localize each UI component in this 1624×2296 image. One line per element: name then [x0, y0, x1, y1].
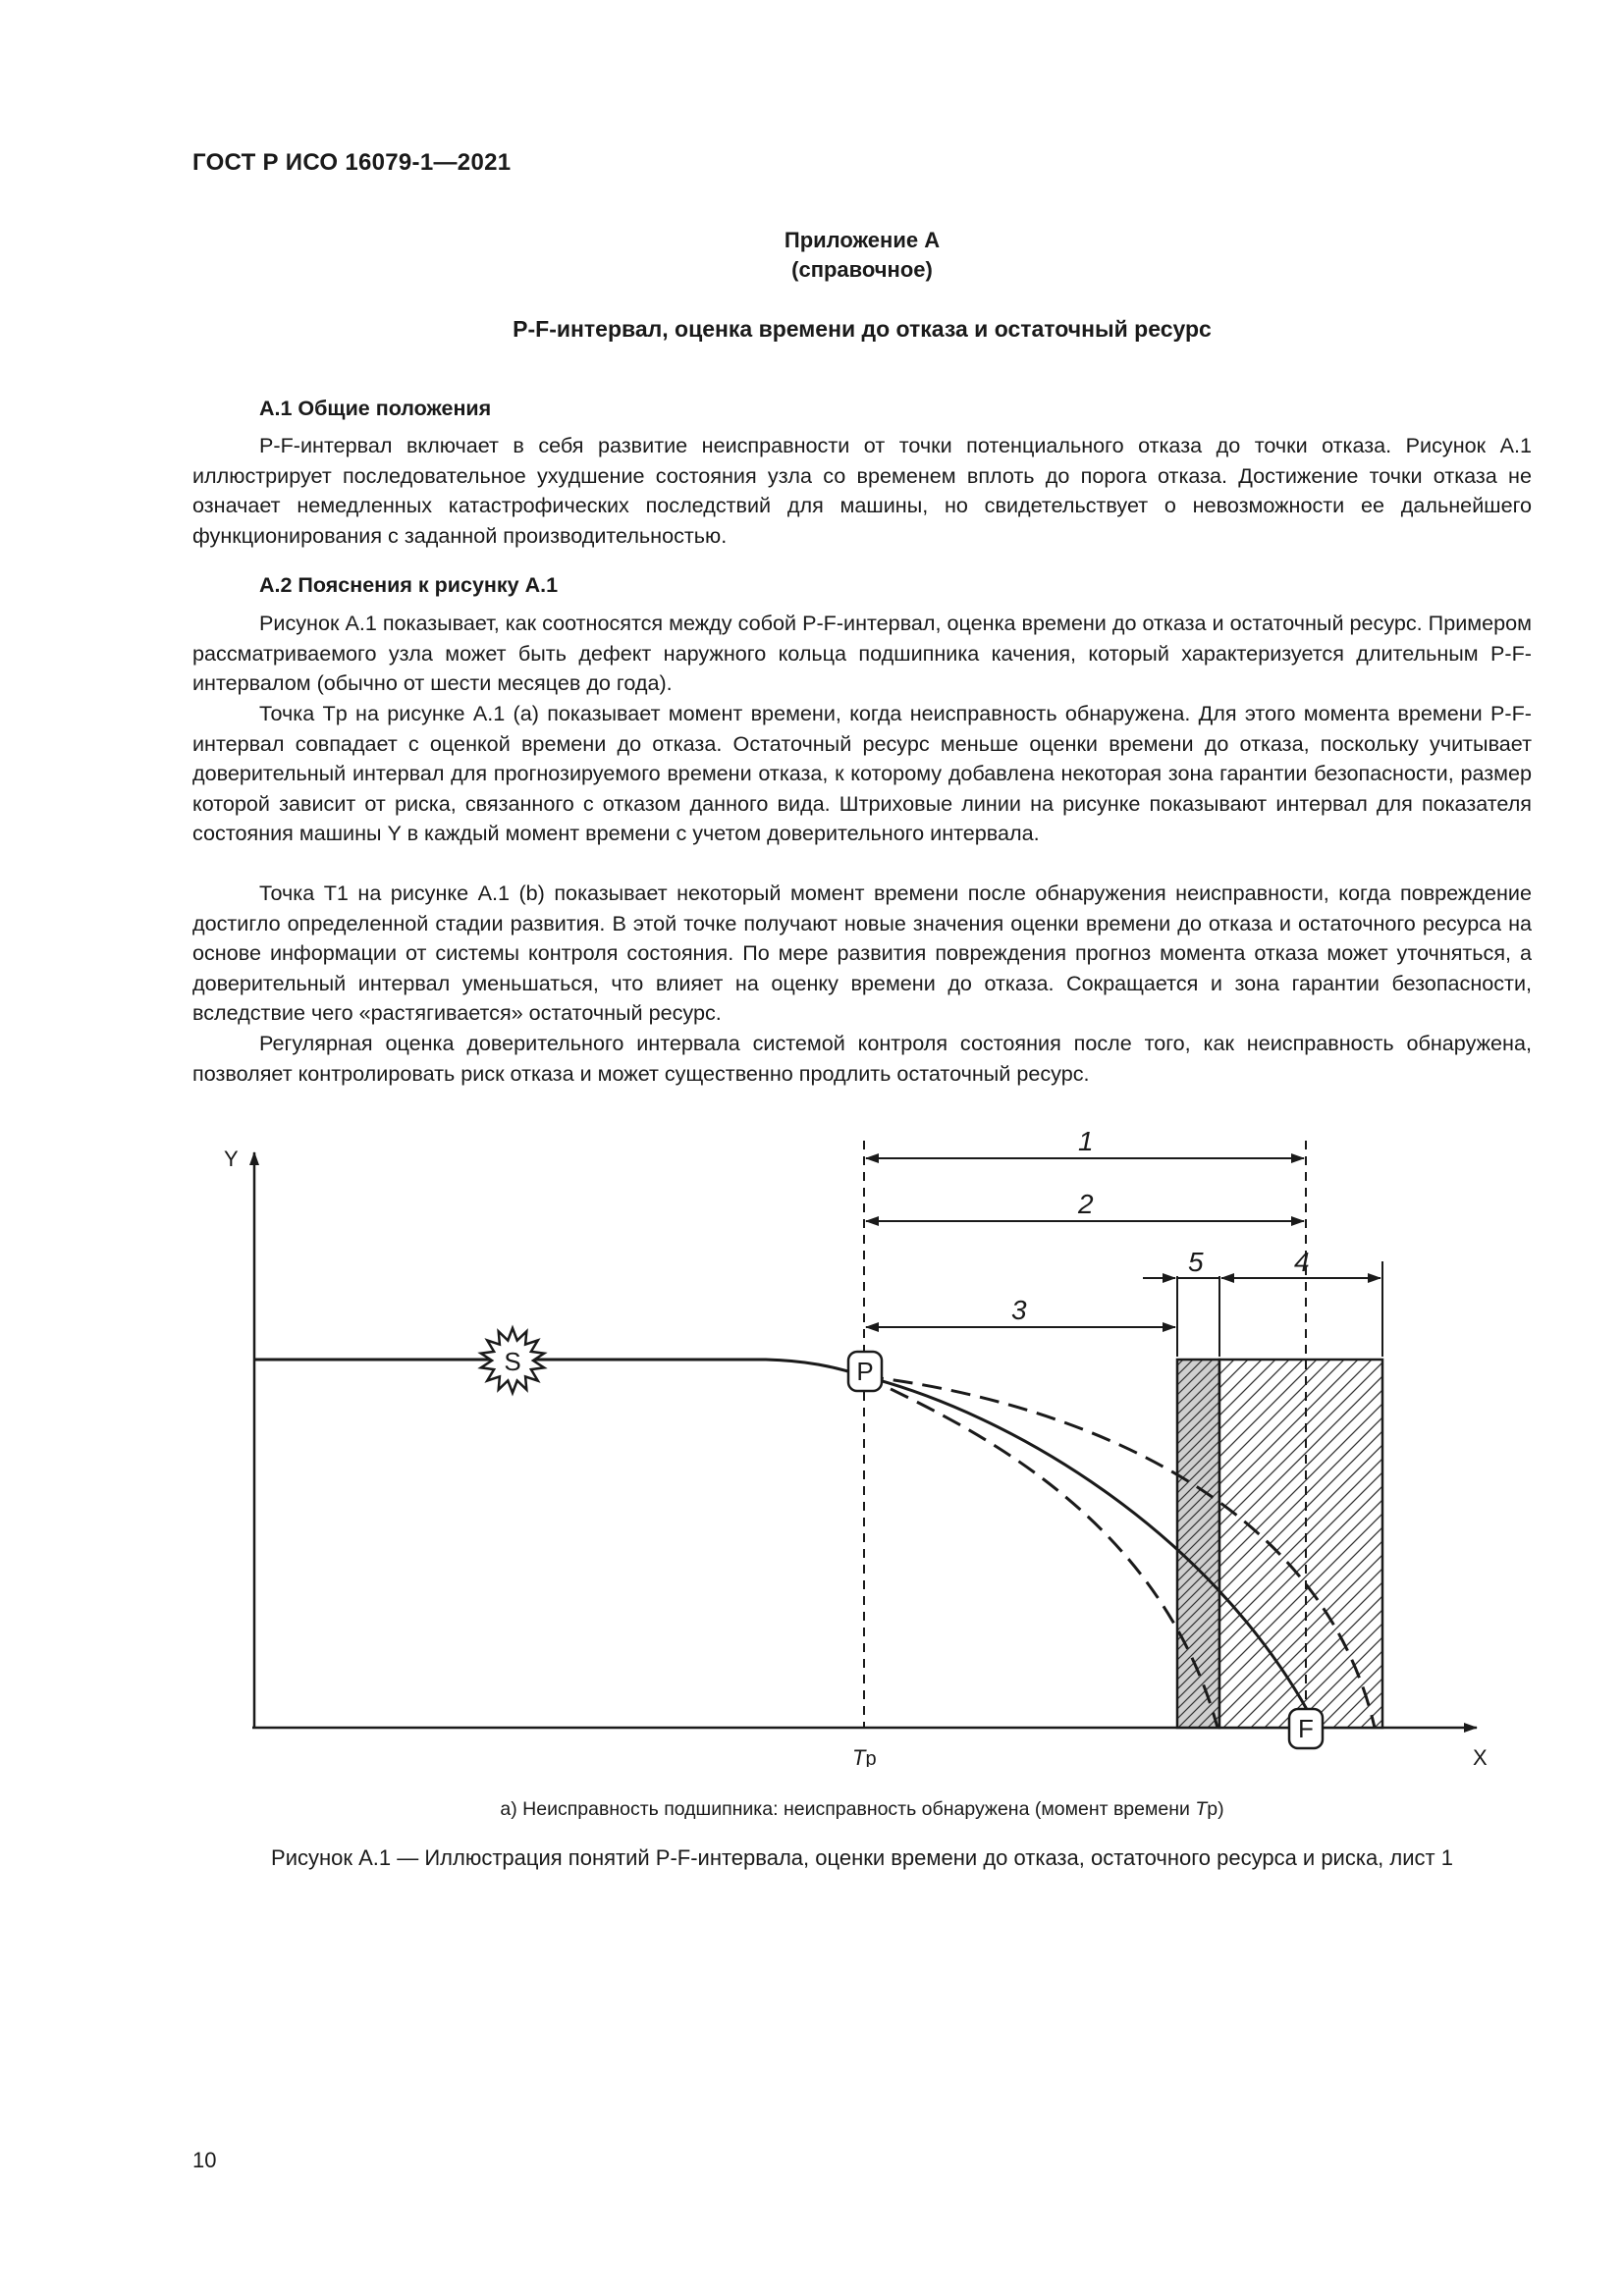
failure-point-f [1289, 1709, 1323, 1748]
annex-title: Приложение А [784, 228, 941, 252]
paragraph: Точка Tp на рисунке А.1 (а) показывает момент времени, когда неисправность обнаружена. Для этого момента времени P-F-интервал совпадает с оценкой времени до отказа. Остаточный ресурс меньше оценки времени до отказа, поскольку учитывает доверительный интервал для прогнозируемого времени отказа, к которому добавлена некоторая зона гарантии безопасности, размер которой зависит от риска, связанного с отказом данного вида. Штриховые линии на рисунке показывают интервал для показателя состояния машины Y в каждый момент времени с учетом доверительного интервала. [192, 701, 1532, 845]
paragraph: Регулярная оценка доверительного интервала системой контроля состояния после того, как неисправность обнаружена, позволяет контролировать риск отказа и может существенно продлить остаточный ресурс. [192, 1031, 1532, 1086]
annex-heading [192, 226, 1532, 285]
condition-curve [254, 1360, 864, 1376]
y-axis-label: Y [224, 1147, 239, 1171]
page-number: 10 [192, 2148, 217, 2172]
figure-a1 [196, 1119, 1502, 1767]
potential-failure-point-p [848, 1352, 882, 1391]
figure-caption: Рисунок А.1 — Иллюстрация понятий P-F-интервала, оценки времени до отказа, остаточного ресурса и риска, лист 1 [271, 1845, 1453, 1870]
start-point-s [481, 1328, 544, 1393]
dimension-4-label: 4 [1294, 1247, 1310, 1277]
svg-text:S: S [504, 1347, 521, 1376]
dimension-5-label: 5 [1188, 1247, 1204, 1277]
dimension-3-label: 3 [1011, 1295, 1027, 1325]
svg-text:F: F [1298, 1714, 1314, 1743]
dimension-2-label: 2 [1078, 1189, 1094, 1219]
section-heading-a2: А.2 Пояснения к рисунку А.1 [259, 573, 559, 597]
paragraph: P-F-интервал включает в себя развитие неисправности от точки потенциального отказа до точки отказа. Рисунок А.1 иллюстрирует последовательное ухудшение состояния узла со временем вплоть до порога отказа. Достижение точки отказа не означает немедленных катастрофических последствий для машины, но свидетельствует о невозможности ее дальнейшего функционирования с заданной производительностью. [192, 433, 1532, 548]
annex-main-title: P-F-интервал, оценка времени до отказа и остаточный ресурс [513, 316, 1212, 342]
tp-label: Tp [852, 1745, 877, 1767]
lower-bound-curve [864, 1376, 1218, 1728]
pf-interval-diagram [196, 1119, 1502, 1767]
annex-subtitle: (справочное) [791, 257, 933, 282]
section-heading-a1: А.1 Общие положения [259, 397, 492, 420]
document-id: ГОСТ Р ИСО 16079-1—2021 [192, 149, 512, 176]
x-axis-label: X [1473, 1745, 1488, 1767]
paragraph: Рисунок А.1 показывает, как соотносятся между собой P-F-интервал, оценка времени до отказа и остаточный ресурс. Примером рассматриваемого узла может быть дефект наружного кольца подшипника качения, который характеризуется длительным P-F-интервалом (обычно от шести месяцев до года). [192, 611, 1532, 695]
figure-subcaption: а) Неисправность подшипника: неисправность обнаружена (момент времени Tp) [500, 1798, 1224, 1820]
svg-text:P: P [856, 1357, 874, 1386]
paragraph: Точка Т1 на рисунке А.1 (b) показывает некоторый момент времени после обнаружения неисправности, когда повреждение достигло определенной стадии развития. В этой точке получают новые значения оценки времени до отказа и остаточного ресурса на основе информации от системы контроля состояния. По мере развития повреждения прогноз момента отказа может уточняться, а доверительный интервал уменьшаться, что влияет на оценку времени до отказа. Сокращается и зона гарантии безопасности, вследствие чего «растягивается» остаточный ресурс. [192, 881, 1532, 1025]
dimension-1-label: 1 [1078, 1126, 1094, 1156]
